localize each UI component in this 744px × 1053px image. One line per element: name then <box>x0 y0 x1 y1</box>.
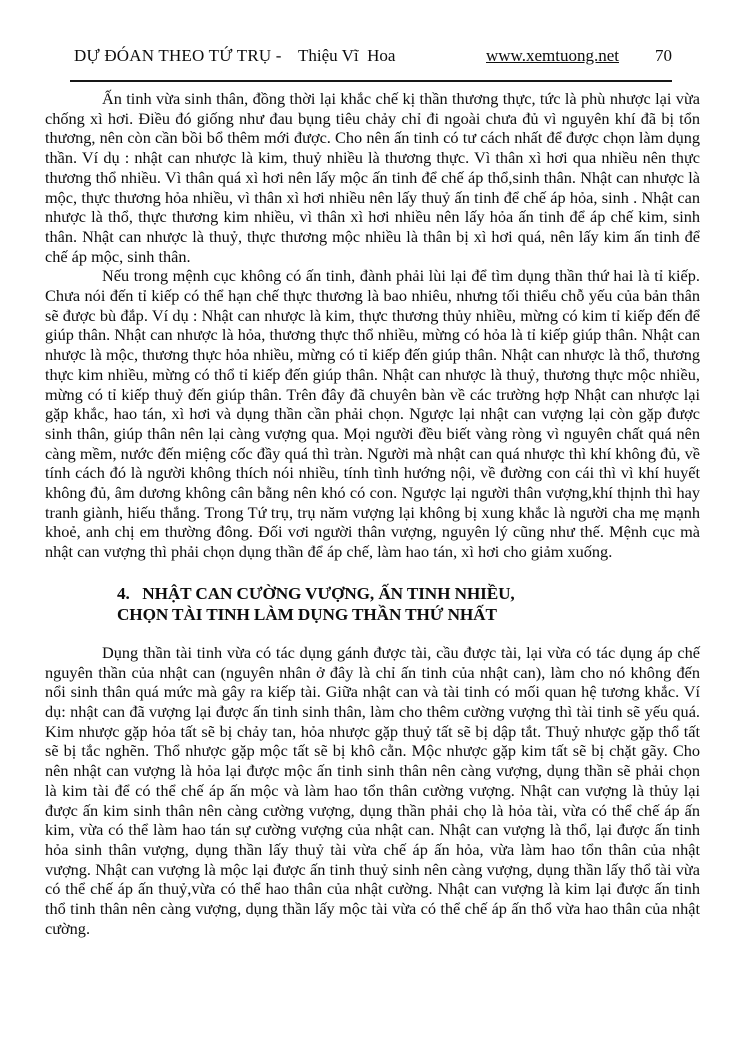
paragraph-3: Dụng thần tài tinh vừa có tác dụng gánh được tài, cầu được tài, lại vừa có tác dụng áp chế nguyên thần của nhật can (nguyên nhân ở đây là chỉ ấn tinh của nhật can), làm cho nó không đến nổi sinh thân quá mức mà gây ra kiếp tài. Giữa nhật can và tài tinh có mối quan hệ tương khắc. Ví dụ: nhật can đã vượng lại được ấn tinh sinh thân, làm cho thêm cường vượng thì tài tinh sẽ yếu quá. Kim nhược gặp hỏa tất sẽ bị chảy tan, hỏa nhược gặp thuỷ tất sẽ bị dập tắt. Thuỷ nhược gặp thổ tất sẽ bị tắc nghẽn. Thổ nhược gặp mộc tất sẽ bị khô cằn. Mộc nhược gặp kim tất sẽ bị chặt gãy. Cho nên nhật can vượng là hỏa lại được mộc ấn tinh sinh thân nên càng vượng, dụng thần sẽ phải chọn là kim tài để có thể chế áp ấn mộc và làm hao tổn thân cường vượng. Nhật can vượng là thủy lại được ấn kim sinh thân nên càng cường vượng, dụng thần phải chọ là hỏa tài, vừa có thể chế áp ấn kim, vừa có thể làm hao tán sự cường vượng của nhật can. Nhật can vượng là thổ, lại được ấn tinh hỏa sinh thân vượng, dụng thần lấy thuỷ tài vừa chế áp ấn hỏa, vừa làm hao tổn thân của nhật vượng. Nhật can vượng là mộc lại được ấn tinh thuỷ sinh nên càng vượng, dụng thần lấy thổ tài vừa có thể chế áp ấn thuỷ,vừa có thể hao thân của nhật cường. Nhật can vượng là kim lại được ấn tinh thổ tinh thân nên càng vượng, dụng thần lấy mộc tài vừa có thể chế áp ấn thổ vừa hao thân của nhật cường. <box>45 642 700 938</box>
paragraph-1: Ấn tinh vừa sinh thân, đồng thời lại khắc chế kị thần thương thực, tức là phù nhược lại vừa chống xì hơi. Điều đó giống như đau bụng tiêu chảy chỉ đi ngoài chưa đủ vì nguyên khí đã bị tổn thương, nên còn cần bồi bổ thêm mới được. Cho nên ấn tinh có tư cách nhất để được chọn làm dụng thần. Ví dụ : nhật can nhược là kim, thuỷ nhiều là thương thực. Vì thân xì hơi qua nhiều nên thực thương thổ nhiều. Vì thân quá xì hơi nên lấy mộc ấn tinh để chế áp thổ,sinh thân. Nhật can nhược là mộc, thực thương hỏa nhiều, vì thân xì hơi nhiều nên lấy thuỷ ấn tinh để chế áp hỏa, sinh . Nhật can nhược là thổ, thực thương kim nhiều, vì thân xì hơi nhiều nên lấy hỏa ấn tinh để áp chế kim, sinh thân. Nhật can nhược là thuỷ, thực thương mộc nhiều là thân bị xì hơi quá, nên lấy kim ấn tinh để chế áp mộc, sinh thân. <box>45 89 700 266</box>
header-divider <box>70 80 672 82</box>
page-number: 70 <box>655 46 672 65</box>
website-link[interactable]: www.xemtuong.net <box>486 46 619 65</box>
book-title: DỰ ĐÓAN THEO TỨ TRỤ - <box>74 46 282 65</box>
section-heading-line1: 4. NHẬT CAN CƯỜNG VƯỢNG, ẤN TINH NHIỀU, <box>117 583 515 603</box>
author-name: Thiệu Vĩ Hoa <box>298 46 396 65</box>
paragraph-2: Nếu trong mệnh cục không có ấn tinh, đành phải lùi lại để tìm dụng thần thứ hai là tỉ kiếp. Chưa nói đến tỉ kiếp có thể hạn chế thực thương là bao nhiêu, nhưng tối thiểu chỗ yếu của bản thân sẽ được bù đắp. Ví dụ : Nhật can nhược là kim, thực thương thủy nhiều, mừng có kim tỉ kiếp đến để giúp thân. Nhật can nhược là hỏa, thương thực thổ nhiều, mừng có hỏa là tỉ kiếp giúp thân. Nhật can nhược là mộc, thương thực hỏa nhiều, mừng có tỉ kiếp đến giúp thân. Nhật can nhược là thổ, thương thực kim nhiều, mừng có thổ tỉ kiếp đến giúp thân. Nhật can nhược là thuỷ, thương thực mộc nhiều, mừng có tỉ kiếp thuỷ đến giúp thân. Trên đây đã chuyên bàn về các trường hợp Nhật can nhược lại gặp khắc, hao tán, xì hơi và dụng thần cần phải chọn. Ngược lại nhật can vượng lại còn gặp được sinh thân, giúp thân nên lại càng vượng qua. Mọi người đều biết vàng ròng vì nguyên chất quá nên càng mềm, nước đến miệng cốc đầy quá thì tràn. Người mà nhật can quá nhược thì khí không đủ, về tính cách đó là người không thích nói nhiều, tính tình hướng nội, về đường con cái thì vì khí huyết không đủ, âm dương không cân bằng nên khó có con. Ngược lại người thân vượng,khí thịnh thì hay tranh giành, hiếu thắng. Trong Tứ trụ, trụ năm vượng lại không bị xung khắc là người cha mẹ mạnh khoẻ, anh chị em thường đông. Đối vơi người thân vượng, nguyên lý cũng như thế. Mệnh cục mà nhật can vượng thì phải chọn dụng thần để áp chế, làm hao tán, xì hơi cho giảm xuống. <box>45 266 700 562</box>
document-body <box>45 89 700 938</box>
section-heading-line2: CHỌN TÀI TINH LÀM DỤNG THẦN THỨ NHẤT <box>117 605 497 625</box>
page-header <box>45 46 700 68</box>
section-heading <box>117 583 700 626</box>
